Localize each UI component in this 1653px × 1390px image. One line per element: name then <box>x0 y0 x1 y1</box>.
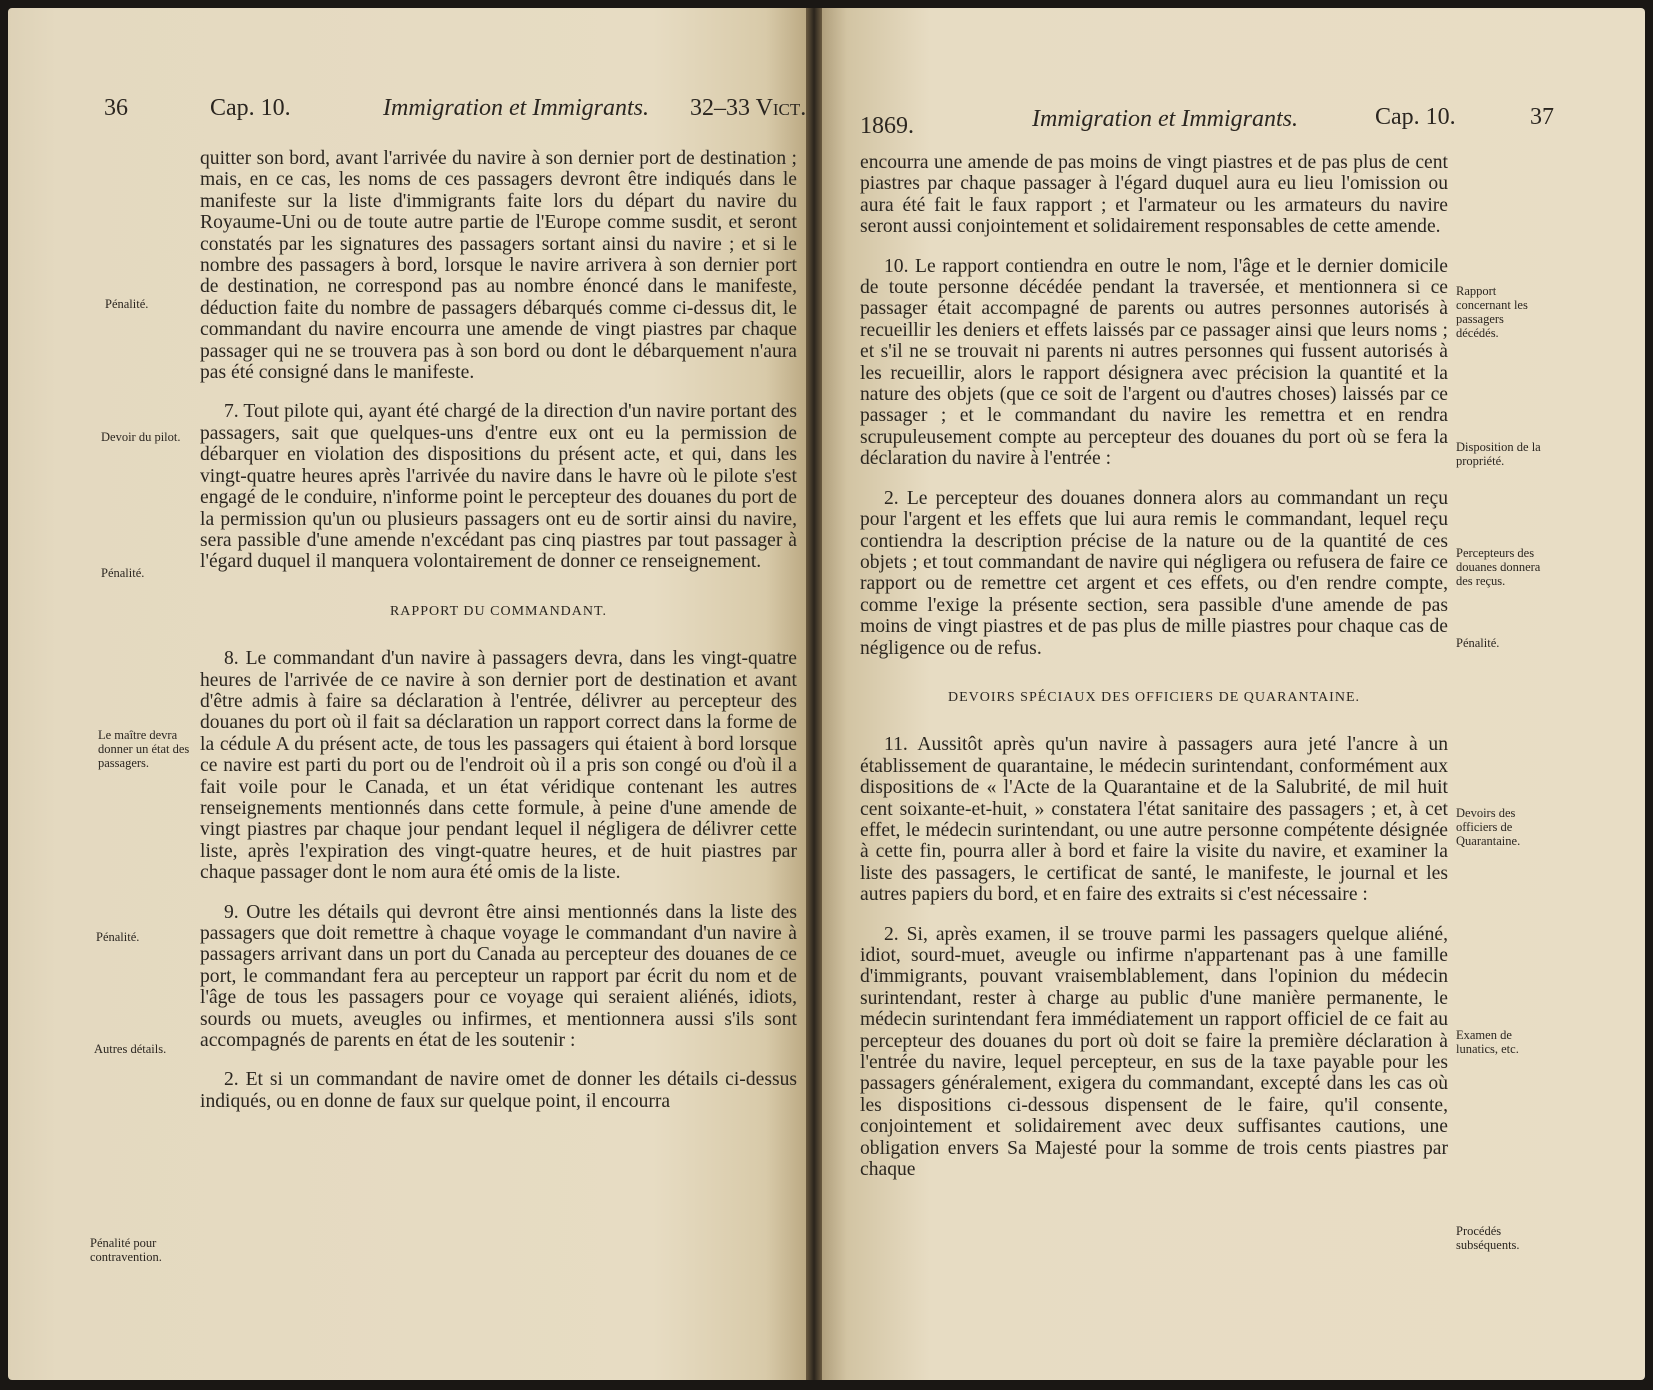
left-body-text <box>200 148 797 1112</box>
margin-note: Pénalité. <box>96 930 140 944</box>
section-heading: RAPPORT DU COMMANDANT. <box>389 603 608 619</box>
paragraph: 7. Tout pilote qui, ayant été chargé de la direction d'un navire portant des passagers, sait que quelques-uns d'entre eux ont eu la permission de débarquer en violation des dispositions du présent acte, et qui, dans les vingt-quatre heures après l'arrivée du navire dans le havre où le pilote s'est engagé de le conduire, n'informe point le percepteur des douanes du port de la permission qu'un ou plusieurs passagers ont eu de sortir ainsi du navire, sera passible d'une amende n'excédant pas cinq piastres par tout passager à l'égard duquel il manquera volontairement de donner ce renseignement. <box>200 401 797 573</box>
margin-note: Pénalité. <box>1456 636 1500 650</box>
margin-note: Procédés subséquents. <box>1456 1224 1520 1252</box>
paragraph: 9. Outre les détails qui devront être ainsi mentionnés dans la liste des passagers que doit remettre à chaque voyage le commandant d'un navire à passagers arrivant dans un port du Canada au percepteur des douanes de ce port, le commandant fera au percepteur un rapport par écrit du nom et de l'âge de tous les passagers pour ce voyage qui seraient aliénés, idiots, sourds ou muets, aveugles ou infirmes, et mentionnera aussi s'ils sont accompagnés de parents en état de les soutenir : <box>200 901 797 1052</box>
margin-note: Pénalité pour contravention. <box>90 1236 162 1264</box>
margin-note: Devoirs des officiers de Quarantaine. <box>1456 806 1521 848</box>
left-chapter: Cap. 10. <box>210 95 291 121</box>
right-running-title: Immigration et Immigrants. <box>1032 106 1298 132</box>
margin-note: Rapport concernant les passagers décédés. <box>1456 284 1528 340</box>
book-gutter <box>806 8 822 1380</box>
paragraph: 2. Le percepteur des douanes donnera alors au commandant un reçu pour l'argent et les effets que lui aura remis le commandant, lequel reçu contiendra la description précise de la nature ou de la quantité de ces objets ; et tout commandant de navire qui négligera ou refusera de faire ce rapport ou de remettre cet argent et ces effets, ou d'en rendre compte, comme l'exige la présente section, sera passible d'une amende de pas moins de vingt piastres et de pas plus de mille piastres pour chaque cas de négligence ou de refus. <box>860 487 1448 659</box>
left-year: 32–33 Vict. <box>690 95 807 121</box>
left-page-number: 36 <box>104 95 128 121</box>
right-year: 1869. <box>860 113 914 139</box>
paragraph: quitter son bord, avant l'arrivée du navire à son dernier port de destination ; mais, en ce cas, les noms de ces passagers devront être indiqués dans le manifeste sur la liste d'immigrants faite lors du départ du navire du Royaume-Uni ou de toute autre partie de l'Europe comme susdit, et seront constatés par les signatures des passagers sortant ainsi du navire ; et si le nombre des passagers à bord, lorsque le navire arrivera à son dernier port de destination, ne correspond pas au nombre énoncé dans le manifeste, déduction faite du nombre de passagers débarqués comme ci-dessus dit, le commandant du navire encourra une amende de vingt piastres par chaque passager qui ne se trouvera pas à son bord ou dont le débarquement n'aura pas été consigné dans le manifeste. <box>200 148 797 384</box>
right-body-text <box>860 152 1448 1180</box>
right-page-number: 37 <box>1530 104 1554 130</box>
paragraph: 10. Le rapport contiendra en outre le nom, l'âge et le dernier domicile de toute personne décédée pendant la traversée, et mentionnera si ce passager était accompagné de parents ou autres personnes autorisés à recueillir les deniers et effets laissés par ce passager ainsi que leurs noms ; et s'il ne se trouvait ni parents ni autres personnes qui fussent autorisés à les recueillir, alors le rapport désignera avec précision la quantité et la nature des objets (que ce soit de l'argent ou d'autres choses) laissés par ce passager ; et le commandant du navire les remettra et en rendra scrupuleusement compte au percepteur des douanes du port où se fera la déclaration du navire à l'entrée : <box>860 255 1448 470</box>
margin-note: Devoir du pilot. <box>101 430 181 444</box>
margin-note: Autres détails. <box>94 1042 167 1056</box>
paragraph: 2. Si, après examen, il se trouve parmi les passagers quelque aliéné, idiot, sourd-muet, aveugle ou infirme n'appartenant pas à une famille d'immigrants, pouvant vraisemblablement, dans l'opinion du médecin surintendant, rester à charge au public d'une manière permanente, le médecin surintendant fera immédiatement un rapport officiel de ce fait au percepteur des douanes du port où doit se faire la première déclaration à l'entrée du navire, lequel percepteur, en sus de la taxe payable pour les passagers généralement, exigera du commandant, excepté dans les cas où les dispositions ci-dessous dispensent de le faire, qu'il consente, conjointement et solidairement avec deux suffisantes cautions, une obligation envers Sa Majesté pour la somme de trois cents piastres par chaque <box>860 923 1448 1181</box>
right-chapter: Cap. 10. <box>1375 104 1456 130</box>
paragraph: encourra une amende de pas moins de vingt piastres et de pas plus de cent piastres par chaque passager à l'égard duquel aura eu lieu l'omission ou aura été fait le faux rapport ; et l'armateur ou les armateurs du navire seront aussi conjointement et solidairement responsables de cette amende. <box>860 152 1448 238</box>
margin-note: Pénalité. <box>105 297 149 311</box>
left-running-title: Immigration et Immigrants. <box>383 95 649 121</box>
paragraph: 8. Le commandant d'un navire à passagers devra, dans les vingt-quatre heures de l'arrivée de ce navire à son dernier port de destination et avant d'être admis à faire sa déclaration à l'entrée, délivrer au percepteur des douanes du port où il fait sa déclaration un rapport correct dans la forme de la cédule A du présent acte, de tous les passagers qui étaient à bord lorsque ce navire est parti du port ou de l'endroit où il a pris son congé ou d'où il a fait voile pour le Canada, et un état véridique contenant les autres renseignements mentionnés dans cette formule, à peine d'une amende de vingt piastres par chaque jour pendant lequel il négligera de délivrer cette liste, après l'expiration des vingt-quatre heures, et de huit piastres par chaque passager dont le nom aura été omis de la liste. <box>200 648 797 884</box>
paragraph: 2. Et si un commandant de navire omet de donner les détails ci-dessus indiqués, ou en donne de faux sur quelque point, il encourra <box>200 1069 797 1112</box>
margin-note: Percepteurs des douanes donnera des reçus. <box>1456 546 1541 588</box>
margin-note: Pénalité. <box>101 566 145 580</box>
paragraph: 11. Aussitôt après qu'un navire à passagers aura jeté l'ancre à un établissement de quarantaine, le médecin surintendant, conformément aux dispositions de « l'Acte de la Quarantaine et de la Salubrité, de mil huit cent soixante-et-huit, » constatera l'état sanitaire des passagers ; et, à cet effet, le médecin surintendant, ou une autre personne compétente désignée à cette fin, pourra aller à bord et faire la visite du navire, et examiner la liste des passagers, le certificat de santé, le manifeste, le journal et les autres papiers du bord, et en faire des extraits si c'est nécessaire : <box>860 734 1448 906</box>
section-heading: DEVOIRS SPÉCIAUX DES OFFICIERS DE QUARANTAINE. <box>947 689 1360 705</box>
margin-note: Examen de lunatics, etc. <box>1456 1028 1519 1056</box>
margin-note: Le maître devra donner un état des passagers. <box>98 728 190 770</box>
margin-note: Disposition de la propriété. <box>1456 440 1541 468</box>
